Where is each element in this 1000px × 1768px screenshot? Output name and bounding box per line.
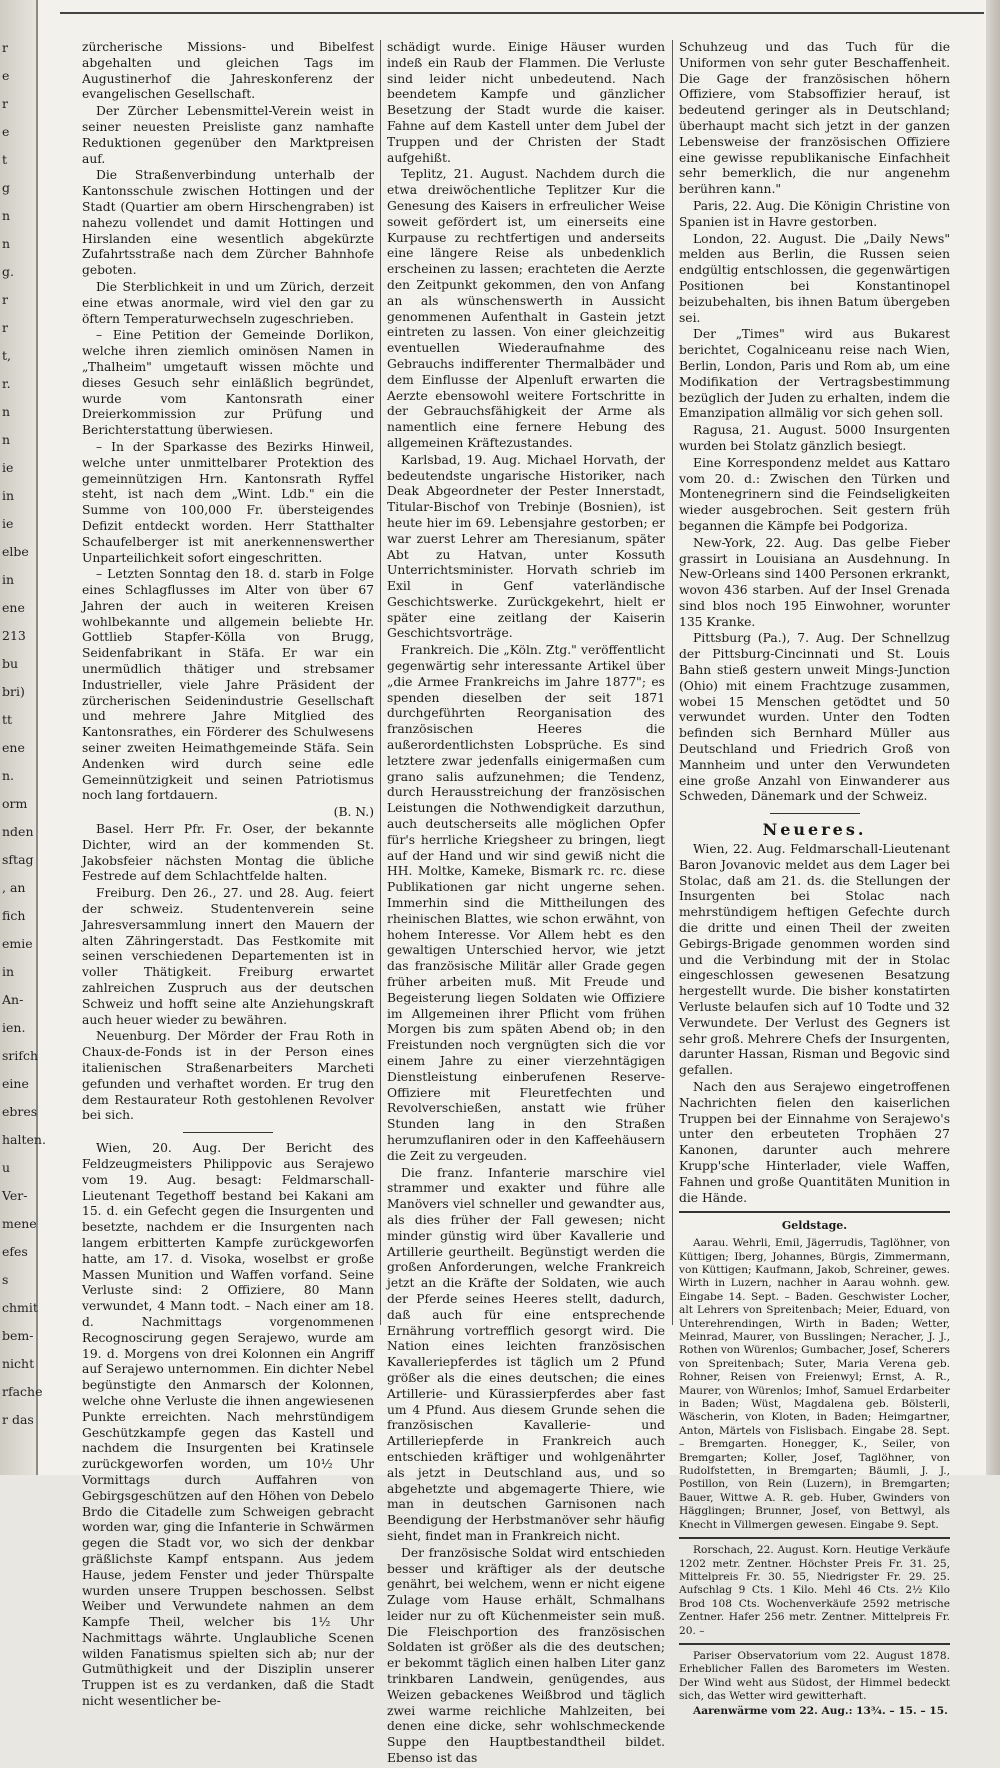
article-paragraph: zürcherische Missions- und Bibelfest abgehalten und gleichen Tags im Augustinerhof die Jahreskonferenz der evangelischen Gesellschaft. <box>82 40 374 102</box>
article-paragraph: Die Sterblichkeit in und um Zürich, derzeit eine etwas anormale, wird viel den gar zu öftern Temperaturwechseln zugeschrieben. <box>82 279 374 326</box>
gutter-text-fragment: r <box>2 40 8 55</box>
gutter-text-fragment: s <box>2 1272 9 1287</box>
gutter-text-fragment: bu <box>2 656 19 671</box>
news-teplitz: Teplitz, 21. August. Nachdem durch die etwa dreiwöchentliche Teplitzer Kur die Genesung des Kaisers in erfreulicher Weise soweit gefördert ist, um einerseits eine Kurpause zu rechtfertigen und anderseits eine längere Reise als unbedenklich erscheinen zu lassen; erachteten die Aerzte den Zeitpunkt gekommen, den von Anfang an als wünschenswerth in Aussicht genommenen Aufenthalt in Gastein jetzt eintreten zu lassen. Von einer gleichzeitig eventuellen Wiederaufnahme des Gebrauchs indifferenter Thermalbäder und dem Einflusse der Alpenluft erwarten die Aerzte ebensowohl weitere Fortschritte in der Gebrauchsfähigkeit der Arme als namentlich eine fernere Hebung des allgemeinen Kräftezustandes. <box>387 167 665 450</box>
news-new-york: New-York, 22. Aug. Das gelbe Fieber grassirt in Louisiana an Ausdehnung. In New-Orleans sind 1400 Personen erkrankt, wovon 436 starben. Auf der Insel Grenada sind blos noch 195 Einwohner, worunter 135 Kranke. <box>679 535 950 629</box>
section-divider <box>679 1211 950 1213</box>
article-paragraph: – Letzten Sonntag den 18. d. starb in Folge eines Schlagflusses im Alter von über 67 Jahren der auch in weiteren Kreisen wohlbekannte und allgemein beliebte Hr. Gottlieb Stapfer-Kölla von Brugg, Seidenfabrikant in Stäfa. Er war ein unermüdlich thätiger und strebsamer Industrieller, viele Jahre Präsident der zürcherischen Seidenindustrie Gesellschaft und mehrere Jahre Mitglied des Kantonsrathes, ein Förderer des Schulwesens seiner zweiten Heimathgemeinde Stäfa. Sein Andenken wird durch seine edle Gemeinnützigkeit und seinen Patriotismus noch lang fortdauern. <box>82 567 374 803</box>
gutter-text-fragment: Ver- <box>2 1188 28 1203</box>
article-paragraph: Die Straßenverbindung unterhalb der Kantonsschule zwischen Hottingen und der Stadt (Quartier am obern Hirschengraben) ist nahezu vollendet und damit Hottingen und Hirslanden eine wesentlich abgekürzte Zufahrtsstraße nach dem Zürcher Bahnhofe geboten. <box>82 168 374 278</box>
gutter-text-fragment: n <box>2 432 11 447</box>
gutter-text-fragment: t, <box>2 348 11 363</box>
gutter-text-fragment: nden <box>2 824 34 839</box>
gutter-text-fragment: tt <box>2 712 13 727</box>
gutter-text-fragment: n <box>2 236 11 251</box>
gutter-text-fragment: chmit <box>2 1300 38 1315</box>
section-divider <box>183 1132 273 1133</box>
column-divider <box>380 40 381 1325</box>
gutter-text-fragment: g <box>2 180 11 195</box>
gutter-text-fragment: ene <box>2 600 25 615</box>
gutter-text-fragment: n. <box>2 768 15 783</box>
gutter-text-fragment: fich <box>2 908 26 923</box>
article-paragraph: schädigt wurde. Einige Häuser wurden indeß ein Raub der Flammen. Die Verluste sind leider nicht unbedeutend. Nach beendetem Kampfe und gänzlicher Besetzung der Stadt wurde die kaiser. Fahne auf dem Kastell unter dem Jubel der Truppen und der Christen der Stadt aufgehißt. <box>387 40 665 165</box>
gutter-text-fragment: in <box>2 964 15 979</box>
gutter-text-fragment: n <box>2 404 11 419</box>
gutter-text-fragment: ie <box>2 460 14 475</box>
previous-page-edge <box>0 0 46 1475</box>
gutter-text-fragment: t <box>2 152 8 167</box>
section-divider <box>679 1537 950 1539</box>
section-divider <box>770 813 860 814</box>
gutter-text-fragment: elbe <box>2 544 29 559</box>
gutter-text-fragment: orm <box>2 796 28 811</box>
gutter-text-fragment: n <box>2 208 11 223</box>
column-divider <box>672 40 673 1325</box>
geldstage-heading: Geldstage. <box>781 1219 848 1233</box>
news-wien: Wien, 20. Aug. Der Bericht des Feldzeugmeisters Philippovic aus Serajewo vom 19. Aug. besagt: Feldmarschall-Lieutenant Tegethoff bestand bei Kakani am 15. d. ein Gefecht gegen die Insurgenten und besetzte, nachdem er die Insurgenten nach langem erbitterten Kampfe zurückgeworfen hatte, am 17. d. Visoka, woselbst er große Massen Munition und Waffen vorfand. Seine Verluste sind: 2 Offiziere, 80 Mann verwundet, 4 Mann todt. – Nach einer am 18. d. Nachmittags vorgenommenen Recognoscirung gegen Serajewo, wurde am 19. d. Morgens von drei Kolonnen ein Angriff auf Serajewo unternommen. Ein dichter Nebel begünstigte den Anmarsch der Kolonnen, welche ohne Verluste die ihnen angewiesenen Punkte erreichten. Nach mehrstündigem Geschützkampfe gegen das Kastell und nachdem die Insurgenten bei Kratinsele zurückgeworfen worden, um 10½ Uhr Vormittags durch Auffahren von Gebirgsgeschützen auf den Höhen von Debelo Brdo die Citadelle zum Schweigen gebracht worden war, ging die Infanterie in Schwärmen gegen die Stadt vor, wo sich der denkbar gräßlichste Kampf entspann. Aus jedem Hause, jedem Fenster und jeder Thürspalte wurden unsere Truppen beschossen. Selbst Weiber und Verwundete nahmen an dem Kampfe Theil, welcher bis 1½ Uhr Nachmittags währte. Unglaubliche Scenen wilden Fanatismus spielten sich ab; nur der Gutmüthigkeit und der Disziplin unserer Truppen ist es zu verdanken, daß die Stadt nicht wesentlicher be- <box>82 1141 374 1709</box>
news-neuenburg: Neuenburg. Der Mörder der Frau Roth in Chaux-de-Fonds ist in der Person eines italienischen Straßenarbeiters Marcheti gefunden und verhaftet worden. Er trug den dem Restaurateur Roth gestohlenen Revolver bei sich. <box>82 1029 374 1123</box>
article-paragraph: Der Zürcher Lebensmittel-Verein weist in seiner neuesten Preisliste ganz namhafte Reduktionen gegenüber den Marktpreisen auf. <box>82 104 374 166</box>
article-paragraph: Nach den aus Serajewo eingetroffenen Nachrichten fielen den kaiserlichen Truppen bei der Einnahme von Serajewo's unter den erbeuteten Trophäen 27 Kanonen, darunter auch mehrere Krupp'sche Hinterlader, viele Waffen, Fahnen und große Quantitäten Munition in die Hände. <box>679 1080 950 1205</box>
news-wien-neueres: Wien, 22. Aug. Feldmarschall-Lieutenant Baron Jovanovic meldet aus dem Lager bei Stolac, daß am 21. ds. die Stellungen der Insurgenten bei Stolac nach mehrstündigem heftigen Gefechte durch die dritte und einen Theil der zweiten Gebirgs-Brigade genommen worden sind und die Verbindung mit der in Stolac eingeschlossen gewesenen Besatzung hergestellt wurde. Die bisher konstatirten Verluste belaufen sich auf 10 Todte und 32 Verwundete. Der Verlust des Gegners ist sehr groß. Mehrere Chefs der Insurgenten, darunter Hassan, Risman und Begovic sind gefallen. <box>679 842 950 1078</box>
gutter-text-fragment: r. <box>2 376 11 391</box>
gutter-text-fragment: ene <box>2 740 25 755</box>
gutter-text-fragment: eine <box>2 1076 29 1091</box>
gutter-text-fragment: bri) <box>2 684 25 699</box>
gutter-text-fragment: , an <box>2 880 26 895</box>
gutter-text-fragment: sftag <box>2 852 34 867</box>
gutter-text-fragment: ebres <box>2 1104 38 1119</box>
gutter-text-fragment: emie <box>2 936 33 951</box>
gutter-text-fragment: in <box>2 488 15 503</box>
source-signature: (B. N.) <box>333 805 374 820</box>
news-ragusa: Ragusa, 21. August. 5000 Insurgenten wurden bei Stolatz gänzlich besiegt. <box>679 423 950 453</box>
news-london: London, 22. August. Die „Daily News" melden aus Berlin, die Russen seien endgültig entschlossen, die gegenwärtigen Positionen bei Konstantinopel beizubehalten, bis ihnen Batum übergeben sei. <box>679 231 950 325</box>
page-edge-shadow <box>986 0 1000 1475</box>
section-divider <box>679 1643 950 1645</box>
weather-report: Pariser Observatorium vom 22. August 1878. Erheblicher Fallen des Barometers im Westen. Der Wind weht aus Südost, der Himmel bedeckt sich, das Wetter wird gewitterhaft. <box>679 1649 950 1703</box>
column-1 <box>82 40 374 1711</box>
article-paragraph: – In der Sparkasse des Bezirks Hinweil, welche unter unmittelbarer Protektion des gemeinnützigen Hrn. Kantonsrath Ryffel steht, ist nach dem „Wint. Ldb." ein die Summe von 100,000 Fr. übersteigendes Defizit entdeckt worden. Herr Statthalter Schaufelberger ist mit anerkennenswerther Unparteilichkeit sofort eingeschritten. <box>82 439 374 565</box>
news-times: Der „Times" wird aus Bukarest berichtet, Cogalniceanu reise nach Wien, Berlin, London, Paris und Rom ab, um eine Modifikation der Vertragsbestimmung bezüglich der Juden zu erhalten, indem die Emanzipation allmälig vor sich gehen soll. <box>679 327 950 421</box>
news-pittsburg: Pittsburg (Pa.), 7. Aug. Der Schnellzug der Pittsburg-Cincinnati und St. Louis Bahn stieß gestern unweit Mings-Junction (Ohio) mit einem Frachtzuge zusammen, wobei 15 Menschen getödtet und 50 verwundet wurden. Unter den Todten befinden sich Bernhard Müller aus Deutschland und Friedrich Groß von Mannheim und unter den Verwundeten eine große Anzahl von Einwanderer aus Schweden, Dänemark und der Schweiz. <box>679 631 950 804</box>
gutter-text-fragment: nicht <box>2 1356 35 1371</box>
gutter-text-fragment: An- <box>2 992 24 1007</box>
news-basel: Basel. Herr Pfr. Fr. Oser, der bekannte Dichter, wird an der kommenden St. Jakobsfeier nächsten Montag die übliche Festrede auf dem Schlachtfelde halten. <box>82 822 374 884</box>
gutter-text-fragment: halten. <box>2 1132 46 1147</box>
news-paris: Paris, 22. Aug. Die Königin Christine von Spanien ist in Havre gestorben. <box>679 198 950 229</box>
article-paragraph: Die franz. Infanterie marschire viel strammer und exakter und führe alle Manövers viel schneller und gewandter aus, als dies früher der Fall gewesen; nicht minder günstig wird über Kavallerie und Artillerie geurtheilt. Begünstigt werden die großen Anforderungen, welche Frankreich jetzt an die Kräfte der Soldaten, wie auch der Pferde seines Heeres stellt, dadurch, daß auch für eine entsprechende Ernährung vortrefflich gesorgt wird. Die Nation eines leichten französischen Kavalleriepferdes ist täglich um 2 Pfund größer als die eines deutschen; die eines Artillerie- und Kürassierpferdes aber fast um 4 Pfund. Aus diesem Grunde sehen die französischen Kavallerie- und Artilleriepferde in Frankreich auch entschieden kräftiger und wohlgenährter als jetzt in Deutschland aus, und so abgehetzte und abgemagerte Thiere, wie man in deutschen Garnisonen nach Beendigung der Herbstmanöver sehr häufig sieht, findet man in Frankreich nicht. <box>387 1165 665 1543</box>
river-temperature: Aarenwärme vom 22. Aug.: 13¾. – 15. – 15. <box>693 1704 948 1717</box>
top-rule <box>60 12 984 14</box>
gutter-text-fragment: e <box>2 124 10 139</box>
news-frankreich: Frankreich. Die „Köln. Ztg." veröffentlicht gegenwärtig sehr interessante Artikel über „die Armee Frankreichs im Jahre 1877"; es spenden dieselben der seit 1871 durchgeführten Reorganisation des französischen Heeres die außerordentlichsten Lobsprüche. Es sind letztere zwar jedenfalls einigermaßen cum grano salis aufzunehmen; die Tendenz, durch Herausstreichung der französischen Leistungen die Nothwendigkeit darzuthun, auch deutscherseits alle möglichen Opfer für's herrliche Kriegsheer zu bringen, liegt auf der Hand und wir sind gewiß nicht die HH. Moltke, Kameke, Bismark rc. rc. diese Publikationen gar nicht ungerne sehen. Immerhin sind die Mittheilungen des rheinischen Blattes, wie schon erwähnt, von hohem Interesse. Vor Allem hebt es den gewaltigen Unterschied hervor, wie jetzt das französische Militär aller Grade gegen früher arbeiten muß. Mit Freude und Begeisterung liegen Soldaten wie Offiziere im Allgemeinen ihrer Pflicht vom frühen Morgen bis zum späten Abend ob; in den Freistunden noch vergnügten sich die vor einem Jahre zu einer vierzehntägigen Dienstleistung einberufenen Reserve-Offiziere mit Fleuretfechten und Revolverschießen, anstatt wie früher Stunden lang in den Straßen herumzuflaniren oder in den Kaffeehäusern die Zeit zu vergeuden. <box>387 643 665 1163</box>
gutter-text-fragment: mene <box>2 1216 37 1231</box>
gutter-text-fragment: efes <box>2 1244 28 1259</box>
news-kattaro: Eine Korrespondenz meldet aus Kattaro vom 20. d.: Zwischen den Türken und Montenegrinern sind die Feindseligkeiten wieder ausgebrochen. Seit gestern früh begannen die Kämpfe bei Podgoriza. <box>679 455 950 533</box>
gutter-text-fragment: g. <box>2 264 14 279</box>
gutter-text-fragment: in <box>2 572 15 587</box>
article-paragraph: Schuhzeug und das Tuch für die Uniformen von sehr guter Beschaffenheit. Die Gage der französischen höhern Offiziere, vom Stabsoffizier herauf, ist bedeutend geringer als in Deutschland; überhaupt macht sich jetzt in der ganzen Lebensweise der französischen Offiziere eine gewisse republikanische Einfachheit sehr bemerklich, die nur angenehm berühren kann." <box>679 40 950 197</box>
gutter-text-fragment: r <box>2 292 8 307</box>
gutter-text-fragment: ien. <box>2 1020 26 1035</box>
gutter-text-fragment: u <box>2 1160 11 1175</box>
column-2 <box>387 40 665 1768</box>
gutter-text-fragment: r das <box>2 1412 34 1427</box>
gutter-text-fragment: srifch <box>2 1048 39 1063</box>
section-heading-neueres: Neueres. <box>762 820 867 840</box>
gutter-text-fragment: r <box>2 320 8 335</box>
gutter-text-fragment: r <box>2 96 8 111</box>
gutter-text-fragment: ie <box>2 516 14 531</box>
news-karlsbad: Karlsbad, 19. Aug. Michael Horvath, der bedeutendste ungarische Historiker, nach Deak Abgeordneter der Pester Innerstadt, Titular-Bischof von Trebinje (Bosnien), ist heute hier im 69. Lebensjahre gestorben; er war zuerst Lehrer am Theresianum, später Abt zu Hatvan, unter Kossuth Unterrichtsminister. Horvath schrieb im Exil in Genf vaterländische Geschichtswerke. Zurückgekehrt, hielt er später eine zeitlang der Kaiserin Geschichtsvorträge. <box>387 452 665 641</box>
column-3 <box>679 40 950 1719</box>
news-freiburg: Freiburg. Den 26., 27. und 28. Aug. feiert der schweiz. Studentenverein seine Jahresversammlung innert den Mauern der alten Zähringerstadt. Das Festkomite mit seinen verschiedenen Departementen ist in voller Thätigkeit. Freiburg erwartet zahlreichen Zuspruch aus der deutschen Schweiz und hofft seine alte Anziehungskraft auch heuer wieder zu bewähren. <box>82 886 374 1027</box>
gutter-text-fragment: 213 <box>2 628 26 643</box>
article-paragraph: Der französische Soldat wird entschieden besser und kräftiger als der deutsche genährt, bei welchem, wenn er nicht eigene Zulage vom Hause erhält, Schmalhans leider nur zu oft Küchenmeister sein muß. Die Fleischportion des französischen Soldaten ist größer als die des deutschen; er bekommt täglich einen halben Liter ganz trinkbaren Landwein, genügendes, aus Weizen gebackenes Weißbrod und täglich zwei warme reichliche Mahlzeiten, bei denen eine dicke, sehr wohlschmeckende Suppe den Hauptbestandtheil bildet. Ebenso ist das <box>387 1545 665 1766</box>
article-paragraph: – Eine Petition der Gemeinde Dorlikon, welche ihren ziemlich ominösen Namen in „Thalheim" umgetauft wissen möchte und dieses Gesuch sehr einläßlich begründet, wurde vom Kantonsrath einer Dreierkommission zur Prüfung und Berichterstattung überwiesen. <box>82 328 374 438</box>
geldstage-listing: Aarau. Wehrli, Emil, Jägerrudis, Taglöhner, von Küttigen; Iberg, Johannes, Bürgis, Zimmermann, von Küttigen; Kaufmann, Jakob, Schreiner, gewes. Wirth in Luzern, nachher in Aarau wohnh. gew. Eingabe 14. Sept. – Baden. Geschwister Locher, alt Lehrers von Spreitenbach; Meier, Eduard, von Unterehrendingen, Wirth in Baden; Wetter, Meinrad, Maurer, von Busslingen; Neracher, J. J., Rothen von Würenlos; Gumbacher, Josef, Scherers von Spreitenbach; Suter, Maria Verena geb. Rohner, Reisen von Freienwyl; Ernst, A. R., Maurer, von Würenlos; Imhof, Samuel Erdarbeiter in Baden; Wüst, Magdalena geb. Bölsterli, Wäscherin, von Kloten, in Baden; Heimgartner, Anton, Märtels von Fislisbach. Eingabe 28. Sept. – Bremgarten. Honegger, K., Seiler, von Bremgarten; Koller, Josef, Taglöhner, von Rudolfstetten, in Bremgarten; Bäumli, J. J., Postillon, von Rein (Luzern), in Bremgarten; Bauer, Wittwe A. R. geb. Huber, Gwinders von Hägglingen; Brunner, Josef, von Bettwyl, als Knecht in Villmergen gewesen. Eingabe 9. Sept. <box>679 1237 950 1531</box>
gutter-text-fragment: bem- <box>2 1328 34 1343</box>
gutter-text-fragment: rfache <box>2 1384 43 1399</box>
market-report-rorschach: Rorschach, 22. August. Korn. Heutige Verkäufe 1202 metr. Zentner. Höchster Preis Fr. 31. 25, Mittelpreis Fr. 30. 55, Niedrigster Fr. 29. 25. Aufschlag 9 Cts. 1 Kilo. Mehl 46 Cts. 2½ Kilo Brod 108 Cts. Wochenverkäufe 2592 metrische Zentner. Hafer 256 metr. Zentner. Mittelpreis Fr. 20. – <box>679 1544 950 1637</box>
gutter-text-fragment: e <box>2 68 10 83</box>
